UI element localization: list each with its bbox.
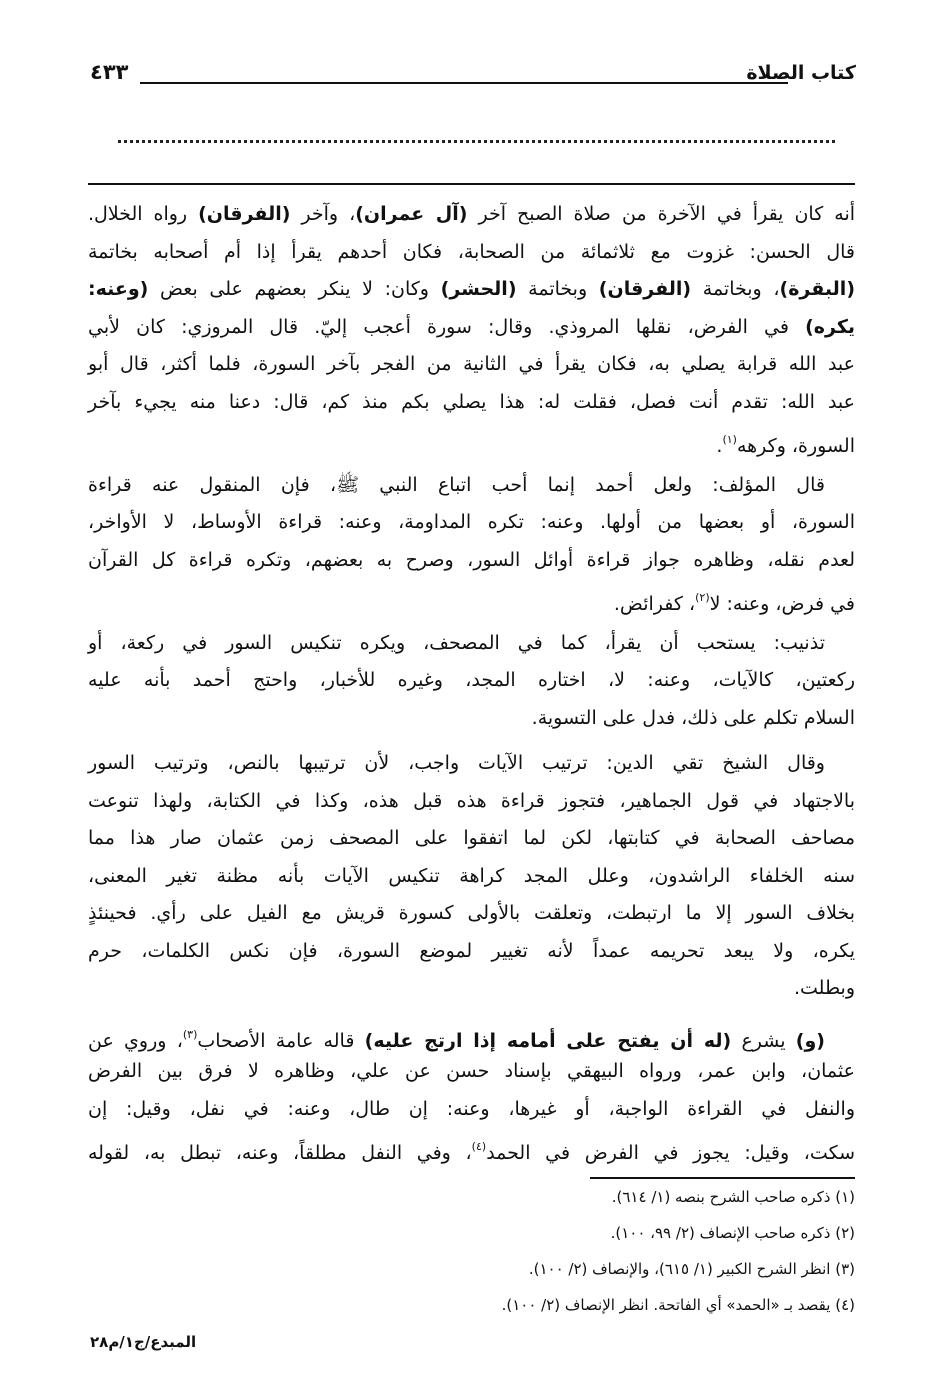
bold-matn-text: (آل عمران): [355, 203, 468, 225]
text-line: [88, 820, 855, 858]
text-run: في فرض، وعنه: لا: [709, 593, 855, 615]
text-line: [88, 467, 855, 505]
text-run: تذنيب: يستحب أن يقرأ، كما في المصحف، ويكره تنكيس السور في ركعة، أو: [88, 631, 825, 654]
bold-matn-text: (وعنه:: [88, 278, 149, 300]
text-run: في الفرض، نقلها المروذي. وقال: سورة أعجب إليّ. قال المروزي: كان لأبي: [88, 315, 806, 338]
paragraph: [88, 625, 855, 738]
text-run: رواه الخلال.: [88, 203, 199, 225]
footnote-ref: (١): [722, 433, 737, 446]
dotted-separator: [118, 140, 835, 143]
text-top-rule: [88, 183, 855, 185]
footnote-ref: (٤): [471, 1140, 487, 1153]
text-line: [88, 542, 855, 580]
text-run: ، كفرائض.: [613, 593, 696, 615]
text-run: وبطلت.: [793, 977, 855, 999]
header-rule: [140, 82, 788, 84]
bold-matn-text: (الفرقان): [198, 203, 291, 225]
text-run: مصاحف الصحابة في كتابتها، لكن لما اتفقوا على المصحف زمن عثمان صار هذا مما: [88, 827, 855, 849]
text-run: ، وآخر: [290, 203, 356, 225]
text-line: [88, 271, 855, 309]
bold-matn-text: (الحشر): [440, 278, 517, 300]
text-line: [88, 662, 855, 700]
paragraph: [88, 745, 855, 1008]
text-run: وقال الشيخ تقي الدين: ترتيب الآيات واجب، لأن ترتيبها بالنص، وترتيب السور: [88, 752, 825, 774]
signature-mark: المبدع/ج١/م٢٨: [90, 1333, 197, 1351]
text-line: [88, 1091, 855, 1129]
text-line: [88, 933, 855, 971]
text-run: لعدم نقله، وظاهره جواز قراءة أوائل السور، وصرح به بعضهم، وتكره قراءة كل القرآن: [88, 548, 855, 571]
text-run: السورة، وكرهه: [736, 435, 855, 457]
text-line: [88, 970, 855, 1008]
bold-matn-text: يكره): [805, 315, 855, 338]
bold-matn-text: (البقرة): [779, 278, 855, 300]
text-run: وبخاتمة: [516, 278, 599, 300]
text-run: السورة، أو بعضها من أولها. وعنه: تكره المداومة، وعنه: قراءة الأوساط، لا الأواخر،: [88, 511, 855, 533]
text-run: عبد الله قرابة يصلي به، فكان يقرأ في الثانية من الفجر بآخر السورة، فلما أكثر، قال أبو: [88, 353, 855, 375]
text-line: [88, 196, 855, 234]
text-line: [88, 625, 855, 663]
text-run: السلام تكلم على ذلك، فدل على التسوية.: [531, 706, 855, 729]
bold-matn-text: (و): [795, 1029, 825, 1052]
text-run: قاله عامة الأصحاب: [197, 1029, 365, 1052]
text-run: يكره، ولا يبعد تحريمه عمداً لأنه تغيير لموضع السورة، فإن نكس الكلمات، حرم: [88, 939, 855, 962]
footnote-4: (٤) يقصد بـ «الحمد» أي الفاتحة. انظر الإنصاف (٢/ ١٠٠).: [501, 1296, 855, 1314]
text-line: [88, 504, 855, 542]
text-run: بخلاف السور إلا ما ارتبطت، وتعلقت بالأولى كسورة قريش مع الفيل على رأي. فحينئذٍ: [88, 902, 855, 924]
main-text: [88, 196, 855, 1166]
text-run: وكان: لا ينكر بعضهم على بعض: [148, 278, 441, 300]
text-run: سنه الخلفاء الراشدون، وعلل المجد كراهة تنكيس الآيات بأنه مظنة تغير المعنى،: [88, 864, 855, 887]
text-run: ، وبخاتمة: [691, 278, 780, 300]
text-line: [88, 745, 855, 783]
text-line: [88, 421, 855, 459]
text-line: [88, 783, 855, 821]
footnote-1: (١) ذكره صاحب الشرح بنصه (١/ ٦١٤).: [611, 1188, 855, 1206]
footnote-ref: (٢): [695, 591, 710, 604]
paragraph: [88, 1016, 855, 1166]
text-run: ، وفي النفل مطلقاً، وعنه، تبطل به، لقوله: [88, 1142, 472, 1164]
footnotes: [155, 1179, 855, 1323]
bold-matn-text: (الفرقان): [598, 278, 692, 300]
text-run: ركعتين، كالآيات، وعنه: لا، اختاره المجد، وغيره للأخبار، واحتج أحمد بأنه عليه: [88, 669, 855, 691]
text-line: [88, 579, 855, 617]
running-header-title: كتاب الصلاة: [746, 62, 856, 84]
text-run: .: [716, 435, 723, 457]
text-run: والنفل في القراءة الواجبة، أو غيرها، وعنه: إن طال، وعنه: في نفل، وقيل: إن: [88, 1097, 855, 1120]
text-run: سكت، وقيل: يجوز في الفرض في الحمد: [486, 1142, 855, 1164]
page-number: ٤٣٣: [90, 60, 129, 84]
text-line: [88, 234, 855, 272]
footnote-2: (٢) ذكره صاحب الإنصاف (٢/ ٩٩، ١٠٠).: [610, 1224, 855, 1242]
text-run: عبد الله: تقدم أنت فصل، فقلت له: هذا يصلي بكم منذ كم، قال: دعنا منه يجيء بآخر: [88, 390, 855, 413]
text-line: [88, 700, 855, 738]
text-line: [88, 346, 855, 384]
text-line: [88, 309, 855, 347]
paragraph: [88, 196, 855, 459]
text-run: عثمان، وابن عمر، ورواه البيهقي بإسناد حسن عن علي، وظاهره لا فرق بين الفرض: [88, 1060, 855, 1082]
footnote-ref: (٣): [182, 1027, 198, 1041]
footnote-3: (٣) انظر الشرح الكبير (١/ ٦١٥)، والإنصاف (٢/ ١٠٠).: [528, 1260, 855, 1278]
paragraph: [88, 467, 855, 617]
text-line: [88, 384, 855, 422]
text-line: [88, 858, 855, 896]
bold-matn-text: (له أن يفتح على أمامه إذا ارتج عليه): [364, 1029, 732, 1052]
text-line: [88, 1053, 855, 1091]
text-run: قال المؤلف: ولعل أحمد إنما أحب اتباع النبي ﷺ، فإن المنقول عنه قراءة: [88, 473, 825, 496]
text-run: يشرع: [731, 1029, 796, 1052]
text-run: أنه كان يقرأ في الآخرة من صلاة الصبح آخر: [467, 203, 856, 225]
text-run: قال الحسن: غزوت مع ثلاثمائة من الصحابة، فكان أحدهم يقرأ إذا أم أصحابه بخاتمة: [88, 240, 855, 263]
text-run: ، وروي عن: [88, 1029, 183, 1052]
text-line: [88, 895, 855, 933]
text-run: بالاجتهاد في قول الجماهير، فتجوز قراءة هذه قبل هذه، وكذا في الكتابة، ولهذا تنوعت: [88, 789, 855, 812]
text-line: [88, 1128, 855, 1166]
text-line: [88, 1016, 855, 1054]
